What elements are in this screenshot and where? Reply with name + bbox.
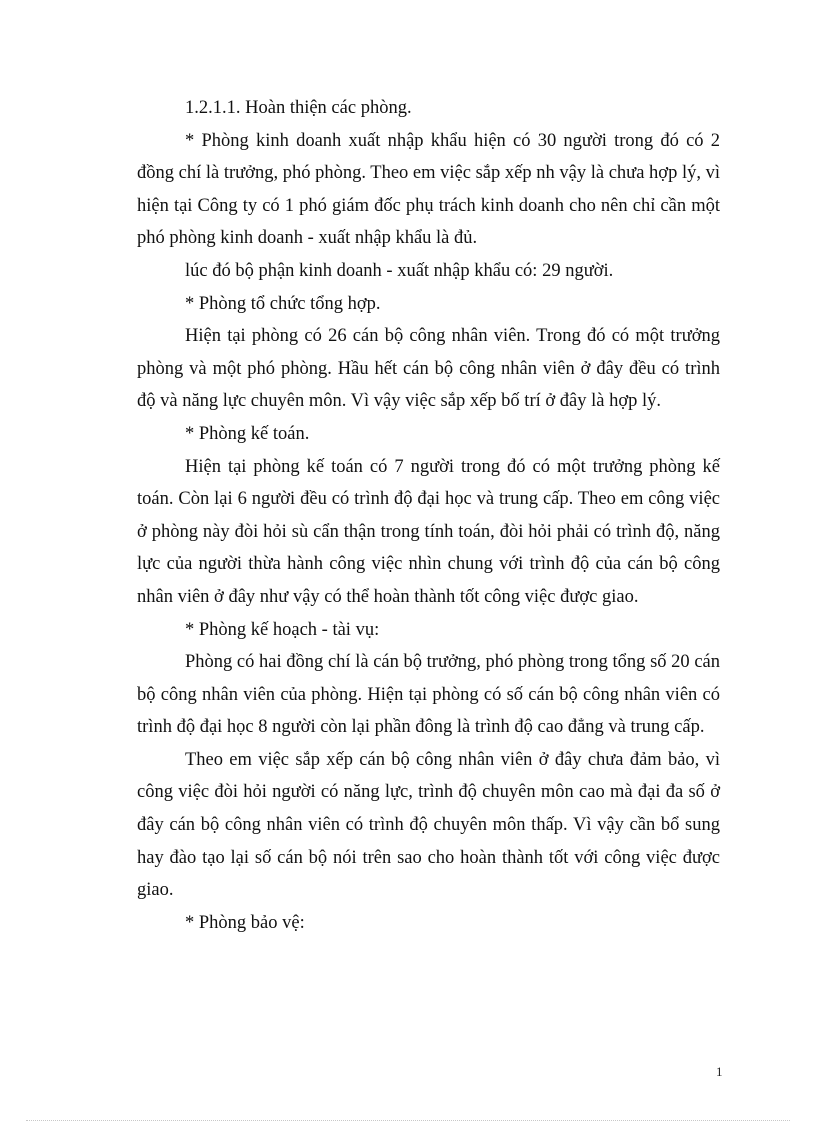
page-number: 1: [716, 1064, 723, 1079]
subheading-security: * Phòng bảo vệ:: [185, 912, 305, 933]
paragraph-import-export-department: * Phòng kinh doanh xuất nhập khẩu hiện có 30 người trong đó có 2 đồng chí là trưởng, phó phòng. Theo em việc sắp xếp nh vậy là chưa hợp lý, vì hiện tại Công ty có 1 phó giám đốc phụ trách kinh doanh cho nên chỉ cần một phó phòng kinh doanh - xuất nhập khẩu là đủ.: [137, 130, 720, 249]
subheading-general-organization: * Phòng tổ chức tổng hợp.: [185, 293, 381, 314]
subheading-planning-finance: * Phòng kế hoạch - tài vụ:: [185, 619, 380, 640]
subheading-accounting: * Phòng kế toán.: [185, 423, 310, 444]
section-heading: 1.2.1.1. Hoàn thiện các phòng.: [185, 98, 412, 118]
paragraph-import-export-result: lúc đó bộ phận kinh doanh - xuất nhập khẩu có: 29 người.: [185, 260, 614, 281]
paragraph-planning-finance: Phòng có hai đồng chí là cán bộ trưởng, phó phòng trong tổng số 20 cán bộ công nhân viên của phòng. Hiện tại phòng có số cán bộ công nhân viên có trình độ đại học 8 người còn lại phần đông là trình độ cao đẳng và trung cấp.: [137, 652, 720, 738]
document-body: [137, 92, 720, 939]
paragraph-planning-finance-assessment: Theo em việc sắp xếp cán bộ công nhân viên ở đây chưa đảm bảo, vì công việc đòi hỏi người có năng lực, trình độ chuyên môn cao mà đại đa số ở đây cán bộ công nhân viên có trình độ chuyên môn thấp. Vì vậy cần bổ sung hay đào tạo lại số cán bộ nói trên sao cho hoàn thành tốt với công việc được giao.: [137, 749, 720, 901]
page-border-divider: [26, 1120, 790, 1121]
paragraph-general-organization: Hiện tại phòng có 26 cán bộ công nhân viên. Trong đó có một trưởng phòng và một phó phòng. Hầu hết cán bộ công nhân viên ở đây đều có trình độ và năng lực chuyên môn. Vì vậy việc sắp xếp bố trí ở đây là hợp lý.: [137, 326, 720, 412]
paragraph-accounting: Hiện tại phòng kế toán có 7 người trong đó có một trưởng phòng kế toán. Còn lại 6 người đều có trình độ đại học và trung cấp. Theo em công việc ở phòng này đòi hỏi sù cẩn thận trong tính toán, đòi hỏi phải có trình độ, năng lực của người thừa hành công việc nhìn chung với trình độ của cán bộ công nhân viên ở đây như vậy có thể hoàn thành tốt công việc được giao.: [137, 456, 720, 607]
